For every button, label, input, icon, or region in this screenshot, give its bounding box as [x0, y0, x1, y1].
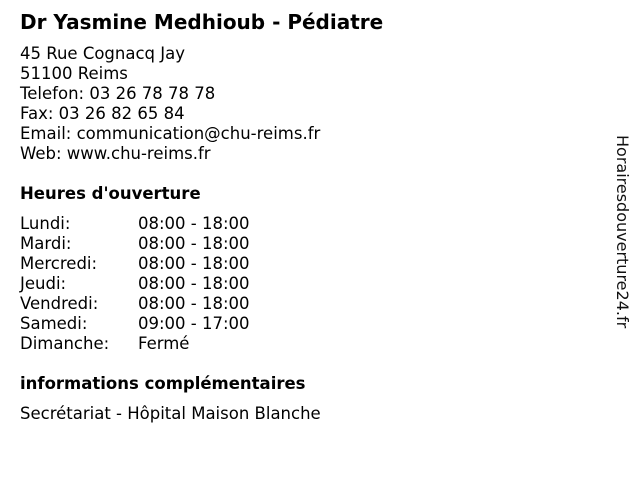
hours-time: 08:00 - 18:00 — [138, 274, 250, 293]
hours-day: Mercredi: — [20, 254, 98, 273]
contact-block — [20, 44, 320, 164]
phone-number: Telefon: 03 26 78 78 78 — [20, 84, 216, 103]
address-street: 45 Rue Cognacq Jay — [20, 44, 186, 63]
info-text: Secrétariat - Hôpital Maison Blanche — [20, 404, 321, 423]
hours-day: Vendredi: — [20, 294, 99, 313]
address-city: 51100 Reims — [20, 64, 128, 83]
fax-number: Fax: 03 26 82 65 84 — [20, 104, 185, 123]
site-watermark: Horairesdouverture24.fr — [613, 135, 632, 329]
website-link: Web: www.chu-reims.fr — [20, 144, 211, 163]
hours-day: Lundi: — [20, 214, 71, 233]
hours-row — [20, 214, 250, 234]
email-address: Email: communication@chu-reims.fr — [20, 124, 321, 143]
hours-row — [20, 274, 250, 294]
hours-time: 08:00 - 18:00 — [138, 234, 250, 253]
info-heading: informations complémentaires — [20, 374, 306, 393]
hours-row — [20, 334, 250, 354]
hours-time: Fermé — [138, 334, 190, 353]
hours-day: Jeudi: — [20, 274, 67, 293]
hours-day: Dimanche: — [20, 334, 110, 353]
hours-time: 08:00 - 18:00 — [138, 294, 250, 313]
hours-time: 09:00 - 17:00 — [138, 314, 250, 333]
hours-row — [20, 314, 250, 334]
hours-row — [20, 254, 250, 274]
hours-row — [20, 294, 250, 314]
hours-time: 08:00 - 18:00 — [138, 254, 250, 273]
hours-day: Mardi: — [20, 234, 72, 253]
hours-day: Samedi: — [20, 314, 88, 333]
hours-row — [20, 234, 250, 254]
opening-hours-table — [20, 214, 250, 354]
hours-time: 08:00 - 18:00 — [138, 214, 250, 233]
hours-heading: Heures d'ouverture — [20, 184, 201, 203]
page-title: Dr Yasmine Medhioub - Pédiatre — [20, 10, 384, 34]
